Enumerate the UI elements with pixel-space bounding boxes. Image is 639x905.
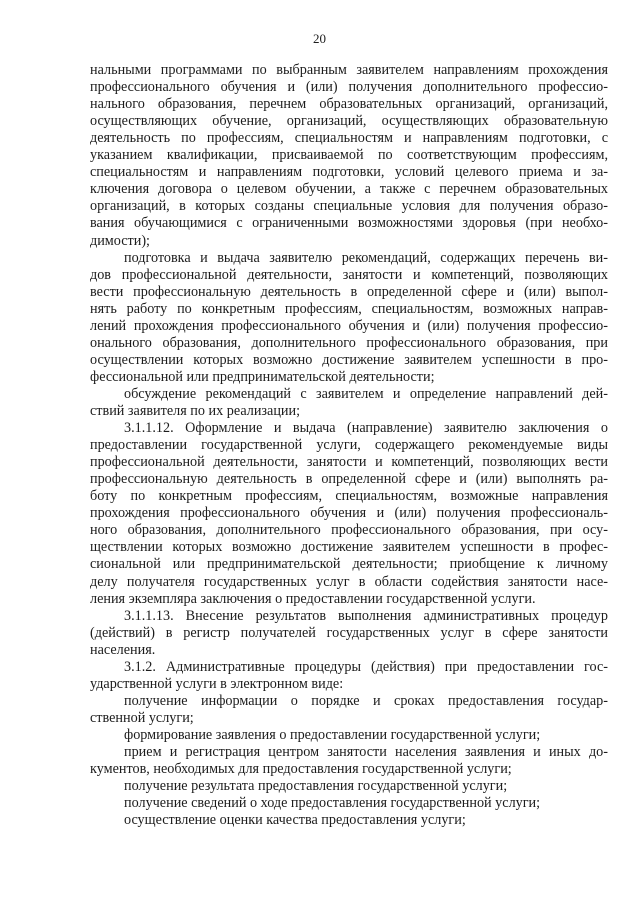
text-line: осуществляющих обучение, организаций, осуществляющих образовательную bbox=[90, 113, 608, 130]
text-line: профессиональную деятельность в определенной сфере и (или) выполнять ра- bbox=[90, 471, 608, 488]
text-line: ключения договора о целевом обучении, а также с перечнем образовательных bbox=[90, 181, 608, 198]
text-line: подготовка и выдача заявителю рекомендаций, содержащих перечень ви- bbox=[124, 249, 608, 266]
text-line: лений прохождения профессионального обучения и (или) получения профессио- bbox=[90, 317, 608, 334]
text-line: димости); bbox=[90, 232, 150, 249]
text-line: деятельность по профессиям, специальностям и направлениям подготовки, с bbox=[90, 130, 608, 147]
text-line: ударственной услуги в электронном виде: bbox=[90, 675, 344, 692]
text-line: вести профессиональную деятельность в определенной сфере и (или) выпол- bbox=[90, 283, 608, 300]
text-line: кументов, необходимых для предоставления государственной услуги; bbox=[90, 761, 512, 778]
text-line: нальными программами по выбранным заявителем направлениям прохождения bbox=[90, 62, 608, 78]
text-line: обсуждение рекомендаций с заявителем и определение направлений дей- bbox=[124, 385, 608, 402]
text-line: онального образования, дополнительного профессионального образования, при bbox=[90, 334, 608, 351]
text-line: 3.1.1.12. Оформление и выдача (направление) заявителю заключения о bbox=[124, 420, 608, 437]
page-number: 20 bbox=[313, 31, 326, 46]
text-line: получение информации о порядке и сроках предоставления государ- bbox=[124, 692, 608, 709]
text-line: специальностям и направлениям подготовки, условий целевого приема и за- bbox=[90, 164, 608, 181]
text-line: осуществлении которых возможно достижение заявителем успешности в про- bbox=[90, 351, 608, 368]
text-line: получение результата предоставления государственной услуги; bbox=[124, 778, 508, 795]
text-line: нять работу по конкретным профессиям, специальностям, возможных направ- bbox=[90, 300, 608, 317]
text-line: ления экземпляра заключения о предоставлении государственной услуги. bbox=[90, 590, 536, 607]
text-line: дов профессиональной деятельности, занятости и компетенций, позволяющих bbox=[90, 266, 608, 283]
text-line: ствий заявителя по их реализации; bbox=[90, 403, 301, 419]
text-line: организаций, в которых созданы специальные условия для получения образо- bbox=[90, 198, 608, 215]
text-line: указанием квалификации, присваиваемой по соответствующим профессиям, bbox=[90, 147, 608, 164]
text-line: получение сведений о ходе предоставления государственной услуги; bbox=[124, 795, 541, 812]
text-line: нального образования, перечнем образовательных организаций, организаций, bbox=[90, 96, 608, 113]
text-line: осуществление оценки качества предоставления услуги; bbox=[124, 812, 466, 829]
text-line: ственной услуги; bbox=[90, 709, 194, 726]
text-line: профессионального обучения и (или) получения дополнительного профессио- bbox=[90, 79, 608, 96]
text-line: фессиональной или предпринимательской деятельности; bbox=[90, 368, 435, 385]
text-line: населения. bbox=[90, 641, 156, 658]
text-line: 3.1.2. Административные процедуры (действия) при предоставлении гос- bbox=[124, 658, 608, 675]
text-line: профессиональной деятельности, занятости и компетенций, позволяющих вести bbox=[90, 454, 608, 471]
text-line: прием и регистрация центром занятости населения заявления и иных до- bbox=[124, 744, 608, 760]
text-line: ществлении которых возможно достижение заявителем успешности в профес- bbox=[90, 539, 608, 556]
text-line: прохождения профессионального обучения и (или) получения профессиональ- bbox=[90, 505, 608, 522]
text-line: вания обучающимися с ограниченными возможностями здоровья (при необхо- bbox=[90, 215, 608, 232]
text-line: предоставлении государственной услуги, содержащего рекомендуемые виды bbox=[90, 437, 608, 454]
text-line: делу получателя государственных услуг в области содействия занятости насе- bbox=[90, 573, 608, 590]
text-line: 3.1.1.13. Внесение результатов выполнения административных процедур bbox=[124, 607, 608, 624]
text-line: формирование заявления о предоставлении государственной услуги; bbox=[124, 726, 541, 743]
text-line: боту по конкретным профессиям, специальностям, возможные направления bbox=[90, 488, 608, 505]
text-line: ного образования, дополнительного профессионального образования, при осу- bbox=[90, 522, 608, 539]
text-line: сиональной или предпринимательской деятельности; приобщение к личному bbox=[90, 556, 608, 573]
text-line: (действий) в регистр получателей государственных услуг в сфере занятости bbox=[90, 624, 608, 641]
